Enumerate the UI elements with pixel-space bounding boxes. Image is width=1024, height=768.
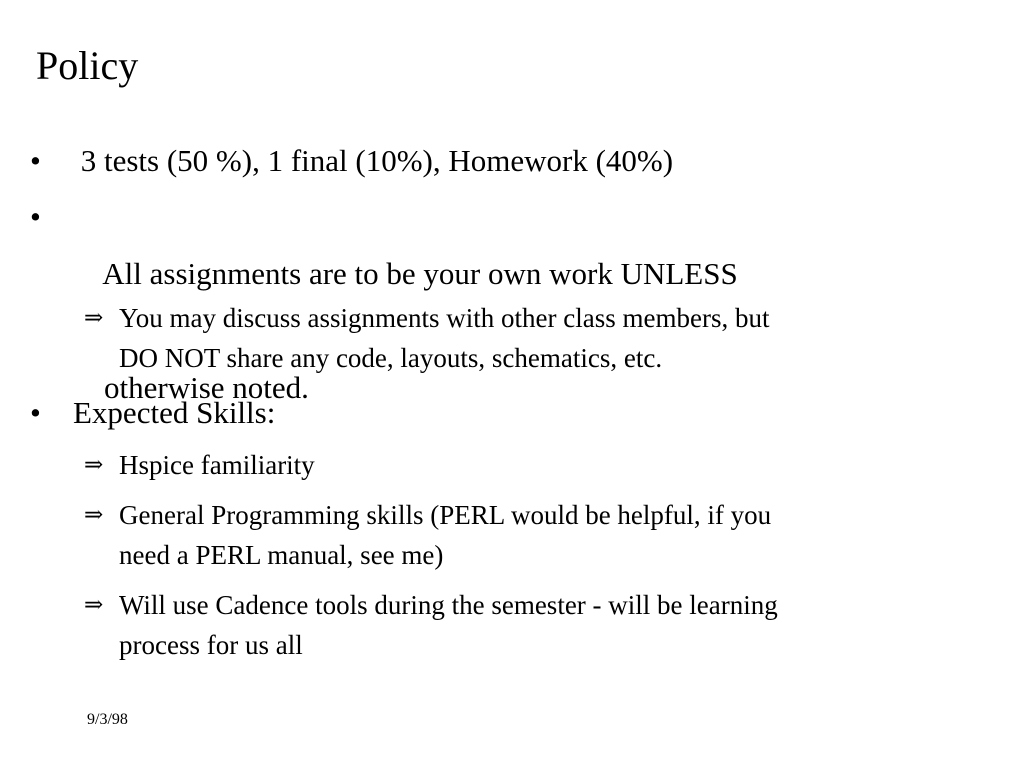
bullet-text-line: All assignments are to be your own work UNLESS	[102, 256, 738, 291]
subitem-text	[119, 495, 771, 575]
subitem-text-line: Will use Cadence tools during the semester - will be learning	[119, 590, 778, 620]
subitem-text: Hspice familiarity	[119, 450, 315, 480]
subitem-programming	[84, 495, 771, 575]
subitem-text	[119, 298, 769, 378]
bullet-text: 3 tests (50 %), 1 final (10%), Homework (40%)	[73, 143, 674, 178]
subitem-text-line: DO NOT share any code, layouts, schematics, etc.	[119, 343, 663, 373]
bullet-marker: •	[30, 143, 41, 178]
bullet-marker: •	[30, 395, 41, 430]
subitem-text-line: General Programming skills (PERL would be helpful, if you	[119, 500, 772, 530]
slide-title: Policy	[36, 43, 139, 88]
subitem-text-line: need a PERL manual, see me)	[119, 540, 444, 570]
subitem-hspice	[84, 445, 315, 485]
bullet-grading	[30, 132, 673, 189]
bullet-marker: •	[30, 199, 41, 234]
bullet-expected-skills	[30, 384, 275, 441]
slide-date: 9/3/98	[87, 711, 128, 728]
subitem-text	[119, 585, 778, 665]
implies-arrow-icon: ⇒	[84, 502, 104, 528]
bullet-text: Expected Skills:	[73, 395, 276, 430]
implies-arrow-icon: ⇒	[84, 592, 104, 618]
bullet-text-line: otherwise noted.	[104, 370, 309, 405]
implies-arrow-icon: ⇒	[84, 305, 104, 331]
implies-arrow-icon: ⇒	[84, 452, 104, 478]
subitem-text-line: You may discuss assignments with other class members, but	[119, 303, 770, 333]
subitem-cadence	[84, 585, 778, 665]
subitem-text-line: process for us all	[119, 630, 303, 660]
subitem-discuss	[84, 298, 769, 378]
